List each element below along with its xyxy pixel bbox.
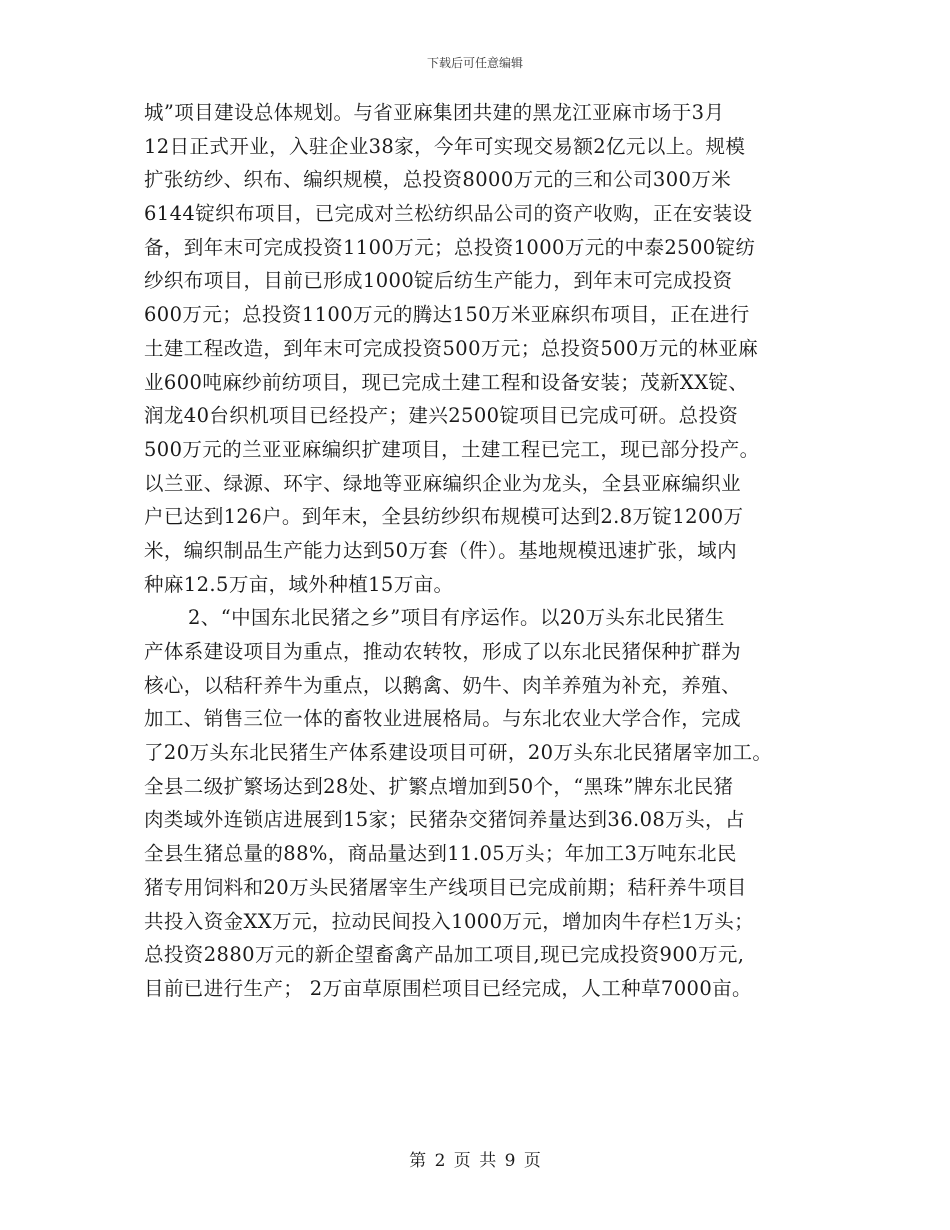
text-line: 12日正式开业，入驻企业38家，今年可实现交易额2亿元以上。规模 — [144, 134, 746, 158]
text-line: 备，到年末可完成投资1100万元；总投资1000万元的中泰2500锭纺 — [144, 235, 756, 259]
page-header-note: 下载后可任意编辑 — [426, 56, 523, 70]
text-line: 500万元的兰亚亚麻编织扩建项目，土建工程已完工，现已部分投产。 — [144, 437, 760, 461]
text-line: 扩张纺纱、织布、编织规模，总投资8000万元的三和公司300万米 — [144, 168, 732, 192]
document-body — [144, 96, 824, 1006]
text-line: 润龙40台织机项目已经投产；建兴2500锭项目已完成可研。总投资 — [144, 404, 739, 428]
text-line: 总投资2880万元的新企望畜禽产品加工项目,现已完成投资900万元, — [144, 943, 745, 967]
text-line: 种麻12.5万亩，域外种植15万亩。 — [144, 572, 454, 596]
text-line: 户已达到126户。到年末，全县纺纱织布规模可达到2.8万锭1200万 — [144, 505, 744, 529]
text-line: 以兰亚、绿源、环宇、绿地等亚麻编织企业为龙头，全县亚麻编织业 — [144, 471, 742, 495]
text-line: 米，编织制品生产能力达到50万套（件）。基地规模迅速扩张，域内 — [144, 538, 737, 562]
text-line: 土建工程改造，到年末可完成投资500万元；总投资500万元的林亚麻 — [144, 336, 759, 360]
text-line: 全县生猪总量的88%，商品量达到11.05万头；年加工3万吨东北民 — [144, 842, 737, 866]
text-line: 纱织布项目，目前已形成1000锭后纺生产能力，到年末可完成投资 — [144, 269, 733, 293]
text-line: 目前已进行生产； 2万亩草原围栏项目已经完成，人工种草7000亩。 — [144, 976, 752, 1000]
text-line: 6144锭织布项目，已完成对兰松纺织品公司的资产收购，正在安装设 — [144, 202, 753, 226]
text-line: 了20万头东北民猪生产体系建设项目可研，20万头东北民猪屠宰加工。 — [144, 741, 773, 765]
text-line: 猪专用饲料和20万头民猪屠宰生产线项目已完成前期；秸秆养牛项目 — [144, 875, 747, 899]
text-line: 核心，以秸秆养牛为重点，以鹅禽、奶牛、肉羊养殖为补充，养殖、 — [144, 673, 742, 697]
paragraph-start-line: 2、“中国东北民猪之乡”项目有序运作。以20万头东北民猪生 — [188, 606, 725, 630]
text-line: 城”项目建设总体规划。与省亚麻集团共建的黑龙江亚麻市场于3月 — [144, 101, 725, 124]
text-line: 业600吨麻纱前纺项目，现已完成土建工程和设备安装；茂新XX锭、 — [144, 370, 749, 394]
text-line: 全县二级扩繁场达到28处、扩繁点增加到50个，“黑珠”牌东北民猪 — [144, 774, 734, 798]
text-line: 产体系建设项目为重点，推动农转牧，形成了以东北民猪保种扩群为 — [144, 640, 742, 663]
text-line: 肉类域外连锁店进展到15家；民猪杂交猪饲养量达到36.08万头，占 — [144, 808, 745, 832]
text-line: 加工、销售三位一体的畜牧业进展格局。与东北农业大学合作，完成 — [144, 707, 742, 731]
text-line: 600万元；总投资1100万元的腾达150万米亚麻织布项目，正在进行 — [144, 303, 750, 327]
page-number: 第 2 页 共 9 页 — [409, 1151, 541, 1171]
text-line: 共投入资金XX万元，拉动民间投入1000万元，增加肉牛存栏1万头； — [144, 909, 754, 933]
